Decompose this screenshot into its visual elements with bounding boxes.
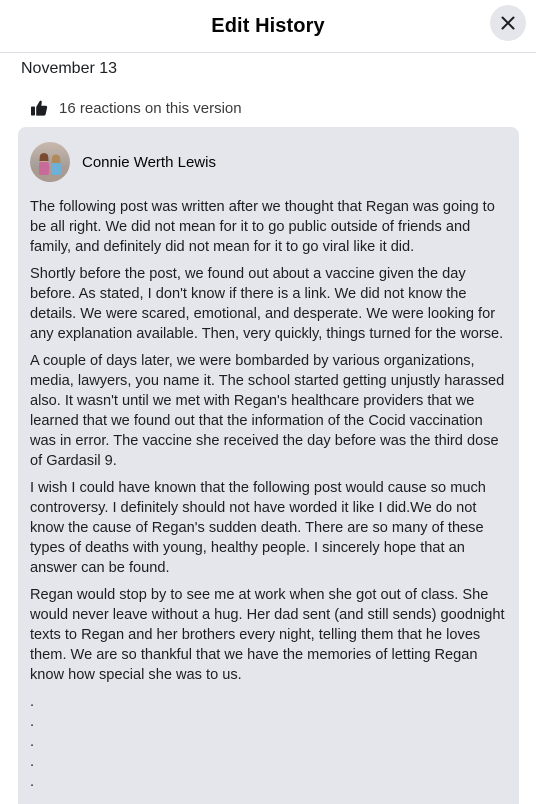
dot-line: . [30, 774, 35, 790]
post-card [18, 127, 519, 804]
version-date: November 13 [21, 60, 118, 77]
dot-line: . [30, 714, 35, 730]
post-body [30, 197, 507, 792]
post-ellipsis-dots [30, 692, 507, 792]
close-icon [501, 16, 515, 30]
close-button[interactable] [490, 5, 526, 41]
dialog-header [0, 0, 536, 53]
reactions-text: 16 reactions on this version [59, 99, 242, 117]
post-author [30, 141, 507, 183]
thumbs-up-icon [30, 99, 48, 117]
version-reactions[interactable] [30, 99, 242, 117]
post-paragraph: Shortly before the post, we found out about a vaccine given the day before. As stated, I don't know if there is a link. We did not know the details. We were scared, emotional, and desperate. We were looking for any explanation available. Then, very quickly, things turned for the worse. [30, 266, 504, 342]
avatar[interactable] [30, 142, 70, 182]
post-paragraph: I wish I could have known that the following post would cause so much controversy. I definitely should not have worded it like I did.We do not know the cause of Regan's sudden death. There are so many of these types of deaths with young, healthy people. I sincerely hope that an answer can be found. [30, 480, 486, 576]
post-paragraph: The following post was written after we thought that Regan was going to be all right. We did not mean for it to go public outside of friends and family, and definitely did not mean for it to go viral like it did. [30, 199, 495, 255]
post-paragraph: A couple of days later, we were bombarded by various organizations, media, lawyers, you name it. The school started getting unjustly harassed also. It wasn't until we met with Regan's healthcare providers that we learned that we found out that the information of the Cocid vaccination was in error. The vaccine she received the day before was the third dose of Gardasil 9. [30, 353, 505, 469]
dot-line: . [30, 754, 35, 770]
author-name[interactable]: Connie Werth Lewis [82, 153, 216, 171]
dot-line: . [30, 694, 35, 710]
dot-line: . [30, 734, 35, 750]
post-paragraph: Regan would stop by to see me at work when she got out of class. She would never leave without a hug. Her dad sent (and still sends) goodnight texts to Regan and her brothers every night, telling them that he loves them. We are so thankful that we have the memories of letting Regan know how special she was to us. [30, 587, 505, 683]
dialog-title: Edit History [211, 14, 325, 37]
